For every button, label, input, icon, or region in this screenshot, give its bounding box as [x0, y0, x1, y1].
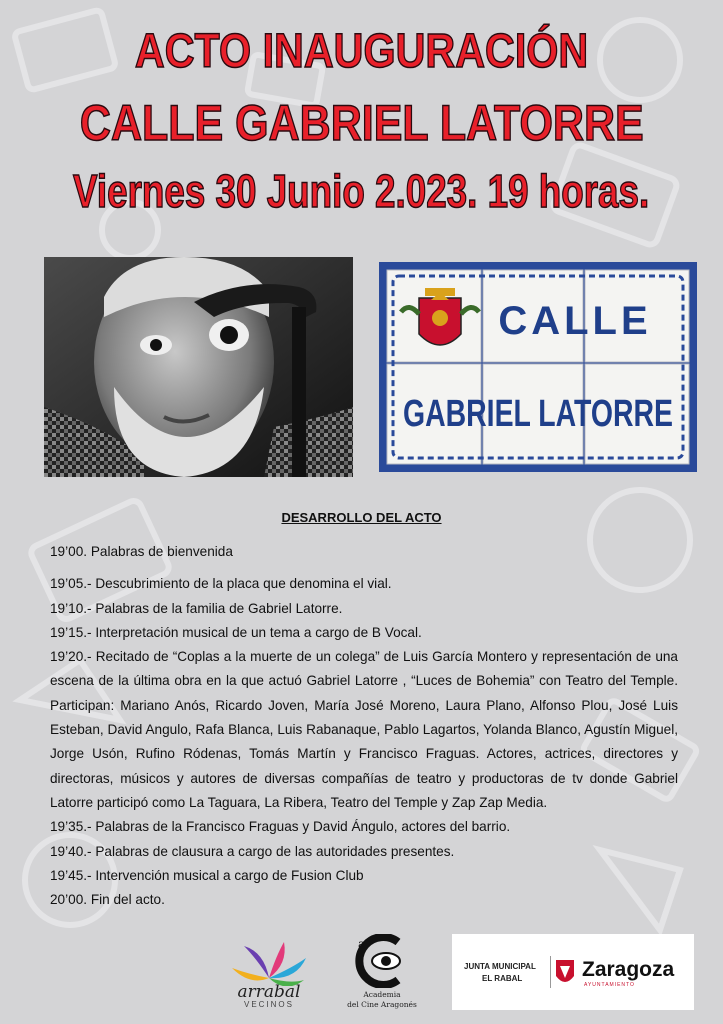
academia-eye-icon [336, 934, 428, 988]
junta-line-1: JUNTA MUNICIPAL [464, 962, 536, 971]
arrabal-sub: VECINOS [243, 1000, 294, 1009]
plaque-line-2: GABRIEL LATORRE [403, 393, 673, 435]
program-item: 19’40.- Palabras de clausura a cargo de las autoridades presentes. [50, 843, 455, 859]
program-item: 19’05.- Descubrimiento de la placa que denomina el vial. [50, 576, 392, 592]
program-list [50, 540, 678, 912]
academia-line-2: del Cine Aragonés [347, 1000, 417, 1009]
header [0, 25, 723, 217]
program-item: 19’00. Palabras de bienvenida [50, 544, 233, 559]
arrabal-vecinos-logo [226, 938, 312, 1010]
program-item: 19’20.- Recitado de “Coplas a la muerte de un colega” de Luis García Montero y representación de una escena de la última obra en la que actuó Gabriel Latorre , “Luces de Bohemia” con Teatro del Temple. Participan: Mariano Anós, Ricardo Joven, María José Moreno, Laura Plano, Alfonso Plou, José Luis Esteban, David Angulo, Rafa Blanca, Luis Rabanaque, Pablo Lagartos, Yolanda Blanco, Agustín Miguel, Jorge Usón, Rufino Ródenas, Tomás Martín y Francisco Fraguas. Actores, actrices, directores y directoras, músicos y autores de diversas compañías de teatro y productoras de tv donde Gabriel Latorre participó como La Taguara, La Ribera, Teatro del Temple y Zap Zap Media. [50, 649, 678, 810]
program-item: 19’10.- Palabras de la familia de Gabriel Latorre. [50, 600, 343, 616]
sponsor-logos [0, 930, 723, 1020]
junta-line-2: EL RABAL [482, 974, 523, 983]
program-item: 19’35.- Palabras de la Francisco Fraguas y David Ángulo, actores del barrio. [50, 819, 511, 835]
program-title: DESARROLLO DEL ACTO [281, 510, 442, 525]
svg-text:a: a [358, 937, 366, 951]
program-item: 19’45.- Intervención musical a cargo de Fusion Club [50, 867, 364, 883]
arrabal-name: arrabal [237, 982, 301, 1002]
portrait-photo [44, 257, 353, 477]
academia-line-1: Academia [363, 990, 401, 999]
arrabal-leaves-icon [226, 938, 312, 986]
title-line-2: CALLE GABRIEL LATORRE [79, 95, 644, 151]
ayuntamiento-label: AYUNTAMIENTO [584, 982, 635, 988]
junta-zaragoza-logo [452, 934, 694, 1010]
program-item: 20’00. Fin del acto. [50, 892, 165, 908]
street-plaque [379, 262, 697, 472]
program-item: 19’15.- Interpretación musical de un tema a cargo de B Vocal. [50, 624, 422, 640]
title-line-3-date: Viernes 30 Junio 2.023. 19 horas. [73, 165, 650, 217]
zaragoza-shield-icon [550, 956, 576, 988]
academia-cine-logo [336, 934, 428, 1014]
plaque-line-1: CALLE [498, 299, 652, 343]
title-line-1: ACTO INAUGURACIÓN [134, 25, 589, 78]
zaragoza-name: Zaragoza [582, 958, 675, 981]
